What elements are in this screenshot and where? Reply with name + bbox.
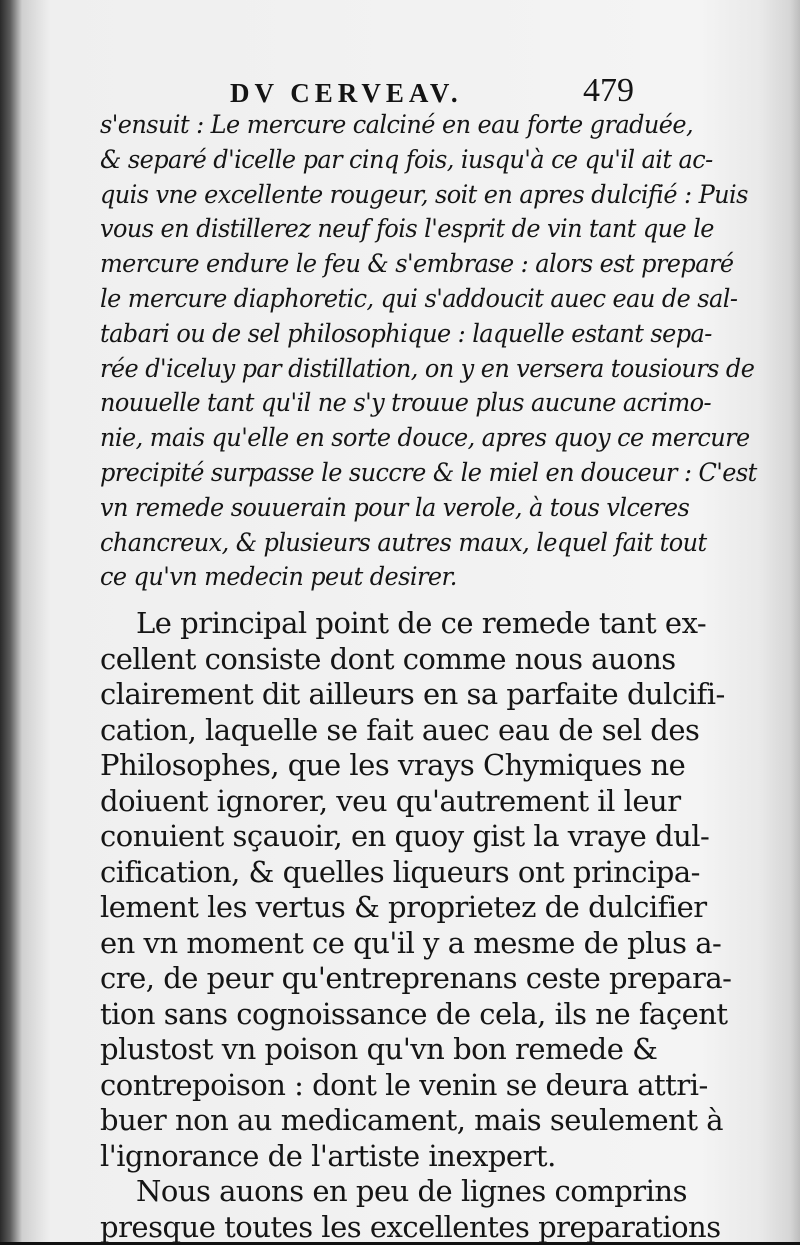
text-line: & separé d'icelle par cinq fois, iusqu'à ce qu'il ait ac- [100, 144, 713, 174]
text-line: en vn moment ce qu'il y a mesme de plus a- [100, 925, 722, 960]
text-line: le mercure diaphoretic, qui s'addoucit auec eau de sal- [100, 283, 738, 313]
text-line: plustost vn poison qu'vn bon remede & [100, 1032, 658, 1067]
text-line: chancreux, & plusieurs autres maux, lequel fait tout [100, 527, 707, 557]
text-line: cre, de peur qu'entreprenans ceste prepara- [100, 961, 732, 996]
text-line: l'ignorance de l'artiste inexpert. [100, 1138, 556, 1173]
book-page [40, 0, 800, 1242]
text-line: buer non au medicament, mais seulement à [100, 1103, 723, 1138]
text-line: s'ensuit : Le mercure calciné en eau forte graduée, [100, 110, 694, 139]
paragraph-recipe [100, 108, 757, 595]
page-body [100, 108, 757, 1245]
text-line: Nous auons en peu de lignes comprins [136, 1174, 687, 1209]
text-line: Philosophes, que les vrays Chymiques ne [100, 748, 686, 783]
text-line: vn remede souuerain pour la verole, à tous vlceres [100, 492, 690, 522]
page-number: 479 [583, 72, 634, 109]
paragraph-conclusion [100, 1174, 721, 1245]
text-line: lement les vertus & proprietez de dulcifier [100, 890, 707, 925]
text-line: doiuent ignorer, veu qu'autrement il leur [100, 783, 681, 818]
text-line: mercure endure le feu & s'embrase : alors est preparé [100, 249, 734, 279]
text-line: conuient sçauoir, en quoy gist la vraye dul- [100, 819, 710, 854]
text-line: nie, mais qu'elle en sorte douce, apres quoy ce mercure [100, 423, 750, 453]
paragraph-principal-point [100, 606, 732, 1174]
text-line: precipité surpasse le succre & le miel en douceur : C'est [100, 457, 757, 487]
text-line: ce qu'vn medecin peut desirer. [100, 562, 457, 592]
text-line: tabari ou de sel philosophique : laquelle estant sepa- [100, 318, 712, 348]
text-line: rée d'iceluy par distillation, on y en versera tousiours de [100, 353, 755, 383]
text-line: presque toutes les excellentes preparations [100, 1209, 721, 1244]
text-line: nouuelle tant qu'il ne s'y trouue plus aucune acrimo- [100, 388, 712, 418]
running-head: DV CERVEAV. [230, 78, 463, 108]
text-line: tion sans cognoissance de cela, ils ne façent [100, 996, 728, 1031]
text-line: cification, & quelles liqueurs ont principa- [100, 854, 700, 889]
text-line: cellent consiste dont comme nous auons [100, 641, 676, 676]
text-line: cation, laquelle se fait auec eau de sel des [100, 712, 700, 747]
text-line: quis vne excellente rougeur, soit en apres dulcifié : Puis [100, 179, 748, 209]
text-line: clairement dit ailleurs en sa parfaite dulcifi- [100, 677, 725, 712]
text-line: vous en distillerez neuf fois l'esprit de vin tant que le [100, 214, 714, 244]
text-line: contrepoison : dont le venin se deura attri- [100, 1067, 708, 1102]
text-line: Le principal point de ce remede tant ex- [136, 606, 707, 641]
